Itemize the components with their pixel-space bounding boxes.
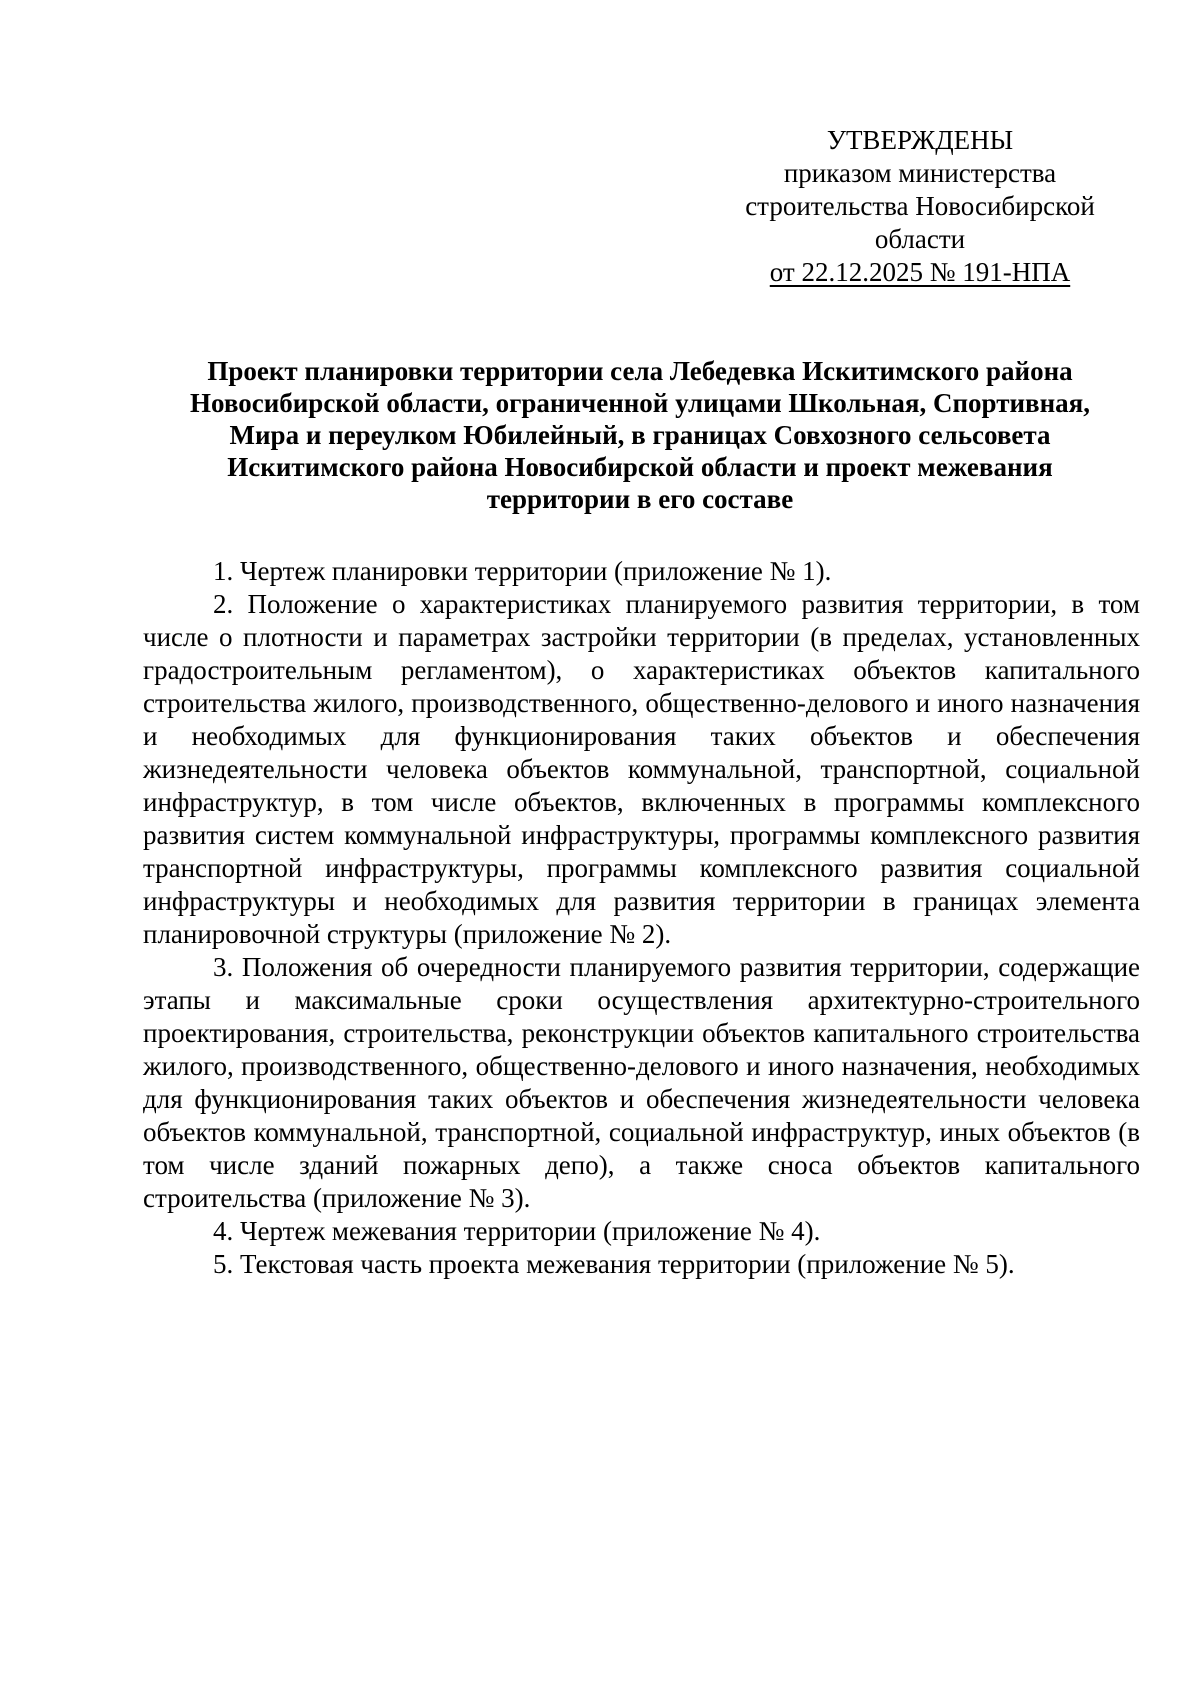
approval-order-number: от 22.12.2025 № 191-НПА — [769, 257, 1071, 287]
list-item-1: 1. Чертеж планировки территории (приложение № 1). — [213, 556, 832, 586]
document-title — [140, 355, 1140, 515]
list-item-2: 2. Положение о характеристиках планируемого развития территории, в том числе о плотности и параметрах застройки территории (в пределах, установленных градостроительным регламентом), о характеристиках объектов капитального строительства жилого, производственного, общественно-делового и иного назначения и необходимых для функционирования таких объектов и обеспечения жизнедеятельности человека объектов коммунальной, транспортной, социальной инфраструктур, в том числе объектов, включенных в программы комплексного развития систем коммунальной инфраструктуры, программы комплексного развития транспортной инфраструктуры, программы комплексного развития социальной инфраструктуры и необходимых для развития территории в границах элемента планировочной структуры (приложение № 2). — [143, 589, 1140, 949]
approval-line-1: приказом министерства — [783, 158, 1057, 188]
approval-line-2: строительства Новосибирской — [745, 191, 1095, 221]
list-item-3: 3. Положения об очередности планируемого развития территории, содержащие этапы и максимальные сроки осуществления архитектурно-строительного проектирования, строительства, реконструкции объектов капитального строительства жилого, производственного, общественно-делового и иного назначения, необходимых для функционирования таких объектов и обеспечения жизнедеятельности человека объектов коммунальной, транспортной, социальной инфраструктур, иных объектов (в том числе зданий пожарных депо), а также сноса объектов капитального строительства (приложение № 3). — [143, 952, 1140, 1213]
approval-line-3: области — [874, 224, 966, 254]
approval-heading: УТВЕРЖДЕНЫ — [826, 125, 1014, 155]
title-line-5: территории в его составе — [486, 484, 794, 514]
list-item-5: 5. Текстовая часть проекта межевания территории (приложение № 5). — [213, 1249, 1015, 1279]
document-body — [143, 555, 1140, 1281]
title-line-3: Мира и переулком Юбилейный, в границах Совхозного сельсовета — [229, 420, 1051, 450]
title-line-4: Искитимского района Новосибирской области и проект межевания — [227, 452, 1053, 482]
approval-stamp — [730, 124, 1110, 289]
list-item-4: 4. Чертеж межевания территории (приложение № 4). — [213, 1216, 821, 1246]
title-line-1: Проект планировки территории села Лебедевка Искитимского района — [207, 356, 1073, 386]
title-line-2: Новосибирской области, ограниченной улицами Школьная, Спортивная, — [189, 388, 1091, 418]
